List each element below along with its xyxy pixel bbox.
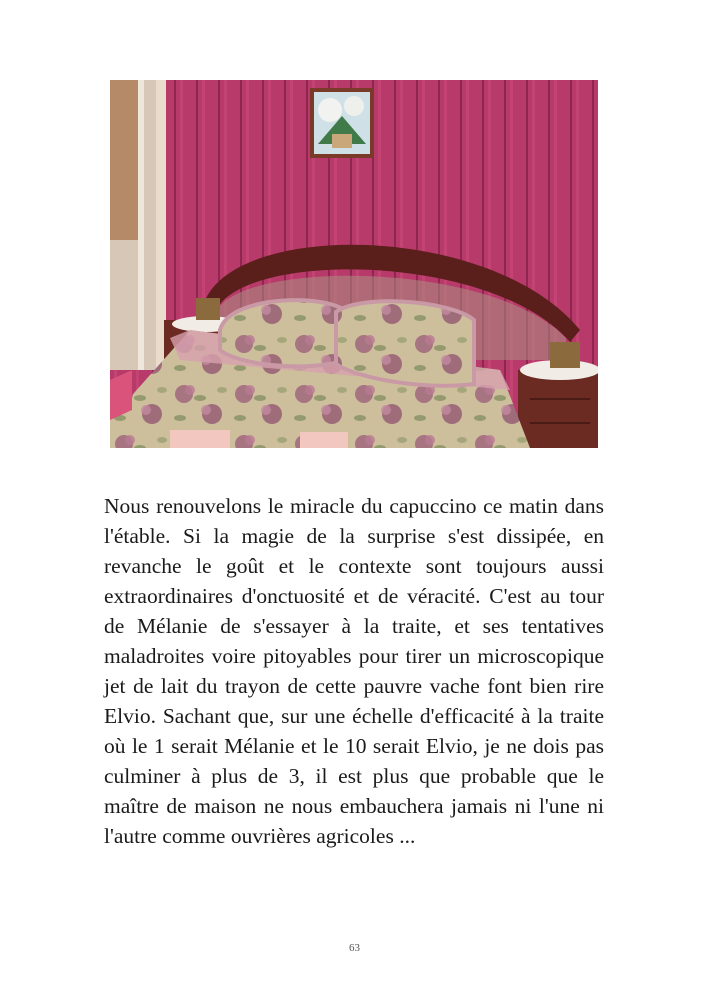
page-number: 63: [349, 942, 360, 954]
right-nightstand: [518, 370, 598, 448]
pillow-left: [220, 300, 346, 366]
bedroom-photo: [110, 80, 598, 448]
bedroom-illustration: [110, 80, 598, 448]
pillow-right: [336, 301, 474, 385]
body-paragraph: Nous renouvelons le miracle du capuccino ce matin dans l'étable. Si la magie de la surprise s'est dissipée, en revanche le goût et le contexte sont toujours aussi extraordinaires d'onctuosité et de véracité. C'est au tour de Mélanie de s'essayer à la traite, et ses tentatives maladroites voire pitoyables pour tirer un microscopique jet de lait du trayon de cette pauvre vache font bien rire Elvio. Sachant que, sur une échelle d'efficacité à la traite où le 1 serait Mélanie et le 10 serait Elvio, je ne dois pas culminer à plus de 3, il est plus que probable que le maître de maison ne nous embauchera jamais ni l'une ni l'autre comme ouvrières agricoles ...: [104, 494, 604, 848]
